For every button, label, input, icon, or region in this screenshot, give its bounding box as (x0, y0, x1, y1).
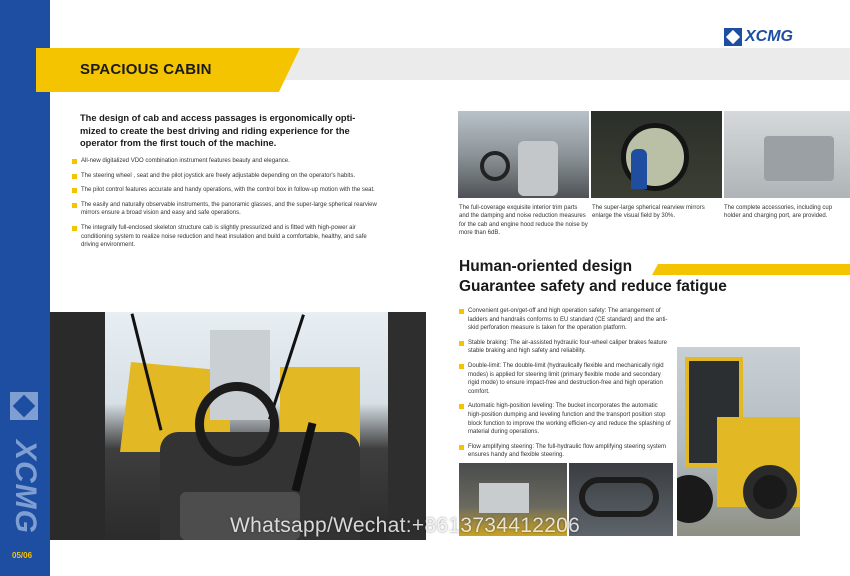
feature-text: The easily and naturally observable instruments, the panoramic glasses, and the super-large spherical rearview mirrors ensure a broad vision and easy and safe operations. (81, 201, 377, 217)
feature-text: Stable braking: The air-assisted hydraulic four-wheel caliper brakes feature stable braking and high safety and reliability. (468, 339, 667, 355)
cabin-interior-photo (50, 312, 426, 540)
list-item (459, 362, 671, 396)
cab-pillar-shape (388, 312, 426, 540)
feature-text: The integrally full-enclosed skeleton structure cab is slightly pressurized and is fitted with high-power air conditioning system to realize noise reduction and heat insulation and build a comfortable, healthy, and safe driving environment. (81, 224, 367, 249)
heading-line-2: Guarantee safety and reduce fatigue (459, 278, 727, 295)
tire-shape (677, 475, 713, 523)
bullet-icon (459, 364, 464, 369)
bullet-icon (72, 159, 77, 164)
sidebar-logo (6, 392, 44, 542)
list-item (72, 186, 377, 195)
feature-text: Flow amplifying steering: The full-hydraulic flow amplifying steering system ensures handy and flexible steering. (468, 443, 666, 459)
list-item (459, 443, 671, 460)
heading-accent-bar (652, 264, 850, 275)
xcmg-logo-icon (724, 28, 742, 46)
watermark: Whatsapp/Wechat:+8613734412206 (230, 514, 581, 537)
list-item (459, 402, 671, 436)
cab-pillar-shape (50, 312, 105, 540)
cabin-feature-list (72, 157, 377, 256)
steering-system-photo (569, 463, 673, 536)
list-item (459, 307, 671, 333)
heading-line-1: Human-oriented design (459, 258, 633, 275)
feature-text: Automatic high-position leveling: The bucket incorporates the automatic high-position dumping and leveling function and the transport position stop block function to improve the working efficien-cy and reduce the splashing of material during operations. (468, 403, 671, 436)
tire-shape (743, 465, 797, 519)
feature-text: Double-limit: The double-limit (hydraulically flexible and mechanically rigid modes) is applied for steering limit (primary flexible mode and secondary rigid mode) to ensure impact-free and destruction-free and high operation comfort. (468, 362, 664, 395)
bullet-icon (459, 404, 464, 409)
bullet-icon (72, 203, 77, 208)
valve-block-shape (479, 483, 529, 513)
sidebar-brand-text: XCMG (9, 440, 42, 534)
operator-figure (631, 149, 647, 189)
photo-caption: The complete accessories, including cup holder and charging port, are provided. (724, 205, 833, 220)
xcmg-emblem-icon (10, 392, 38, 420)
list-item (72, 157, 377, 166)
steering-wheel-icon (195, 382, 279, 466)
feature-text: Convenient get-on/get-off and high operation safety: The arrangement of ladders and handrails conforms to EU standard (CE standard) and the anti-skid perforation measure is taken for the operation platform. (468, 308, 668, 332)
feature-text: The pilot control features accurate and handy operations, with the control box in follow-up motion with the seat. (81, 187, 375, 194)
section-title: SPACIOUS CABIN (80, 61, 212, 78)
list-item (72, 172, 377, 181)
brand-logo-text: XCMG (745, 28, 793, 45)
intro-text: The design of cab and access passages is ergonomically opti-mized to create the best driving and riding experience for the operator from the first touch of the machine. (80, 113, 356, 148)
accessories-photo (724, 111, 850, 198)
bullet-icon (72, 188, 77, 193)
bullet-icon (459, 309, 464, 314)
list-item (72, 201, 377, 218)
interior-trim-photo (458, 111, 589, 198)
photo-caption: The super-large spherical rearview mirrors enlarge the visual field by 30%. (592, 205, 705, 220)
hose-shape (579, 477, 659, 517)
safety-feature-list (459, 307, 671, 466)
photo-caption: The full-coverage exquisite interior trim parts and the damping and noise reduction measures for the cab and engine hood reduce the noise by more than 6dB. (459, 205, 588, 237)
list-item (459, 339, 671, 356)
brand-logo (724, 28, 793, 46)
bullet-icon (72, 226, 77, 231)
page-number: 05/06 (12, 551, 33, 560)
rearview-mirror-photo (591, 111, 722, 198)
seat-shape (518, 141, 558, 196)
bullet-icon (72, 174, 77, 179)
list-item (72, 224, 377, 250)
bullet-icon (459, 341, 464, 346)
cup-holder-shape (764, 136, 834, 181)
bullet-icon (459, 445, 464, 450)
feature-text: The steering wheel , seat and the pilot joystick are freely adjustable depending on the operator's habits. (81, 172, 355, 179)
feature-text: All-new digitalized VDO combination instrument features beauty and elegance. (81, 158, 290, 164)
wheel-loader-photo (677, 347, 800, 536)
steering-wheel-icon (480, 151, 510, 181)
